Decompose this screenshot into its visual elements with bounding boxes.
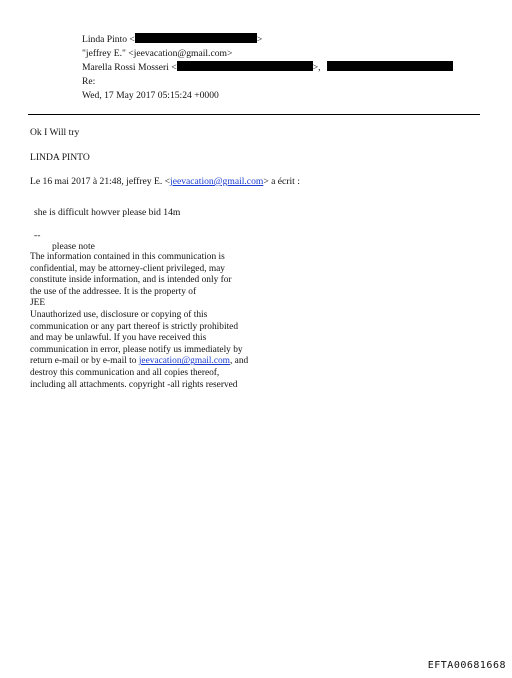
- redaction-bar: [135, 33, 257, 43]
- disclaimer: [30, 252, 330, 391]
- signature-dash: --: [34, 230, 41, 241]
- disclaimer-line: JEE: [30, 298, 46, 309]
- to-value: "jeffrey E." <jeevacation@gmail.com>: [82, 48, 233, 59]
- quoted-message: she is difficult howver please bid 14m: [34, 207, 181, 218]
- date-value: Wed, 17 May 2017 05:15:24 +0000: [82, 90, 219, 101]
- disclaimer-line: return e-mail or by e-mail to jeevacation@gmail.com, and: [30, 356, 249, 367]
- disclaimer-line: constitute inside information, and is intended only for: [30, 275, 232, 286]
- document-id: EFTA00681668: [427, 660, 506, 671]
- disclaimer-line: including all attachments. copyright -all rights reserved: [30, 379, 238, 390]
- disclaimer-line: and may be unlawful. If you have received this: [30, 333, 207, 344]
- disclaimer-line: communication in error, please notify us immediately by: [30, 344, 243, 355]
- signature: LINDA PINTO: [30, 152, 90, 163]
- header-divider: [28, 114, 480, 115]
- from-name: Linda Pinto <: [82, 34, 135, 45]
- disclaimer-line: destroy this communication and all copies thereof,: [30, 367, 220, 378]
- email-link[interactable]: jeevacation@gmail.com: [170, 176, 264, 187]
- disclaimer-line: communication or any part thereof is strictly prohibited: [30, 321, 239, 332]
- subject-value: Re:: [82, 76, 96, 87]
- disclaimer-line: the use of the addressee. It is the property of: [30, 286, 197, 297]
- from-end: >: [256, 34, 263, 45]
- disclaimer-line: The information contained in this communication is: [30, 252, 225, 262]
- reply-text: Ok I Will try: [30, 127, 80, 138]
- disclaimer-line: Unauthorized use, disclosure or copying of this: [30, 309, 208, 320]
- cc-end: >,: [312, 62, 321, 73]
- redaction-bar: [327, 61, 453, 71]
- quote-intro: Le 16 mai 2017 à 21:48, jeffrey E. <jeevacation@gmail.com> a écrit :: [30, 176, 300, 187]
- cc-name: Marella Rossi Mosseri <: [82, 62, 177, 73]
- redaction-bar: [177, 61, 313, 71]
- disclaimer-intro: please note: [52, 241, 95, 252]
- email-link[interactable]: jeevacation@gmail.com: [138, 356, 230, 367]
- disclaimer-line: confidential, may be attorney-client privileged, may: [30, 263, 225, 274]
